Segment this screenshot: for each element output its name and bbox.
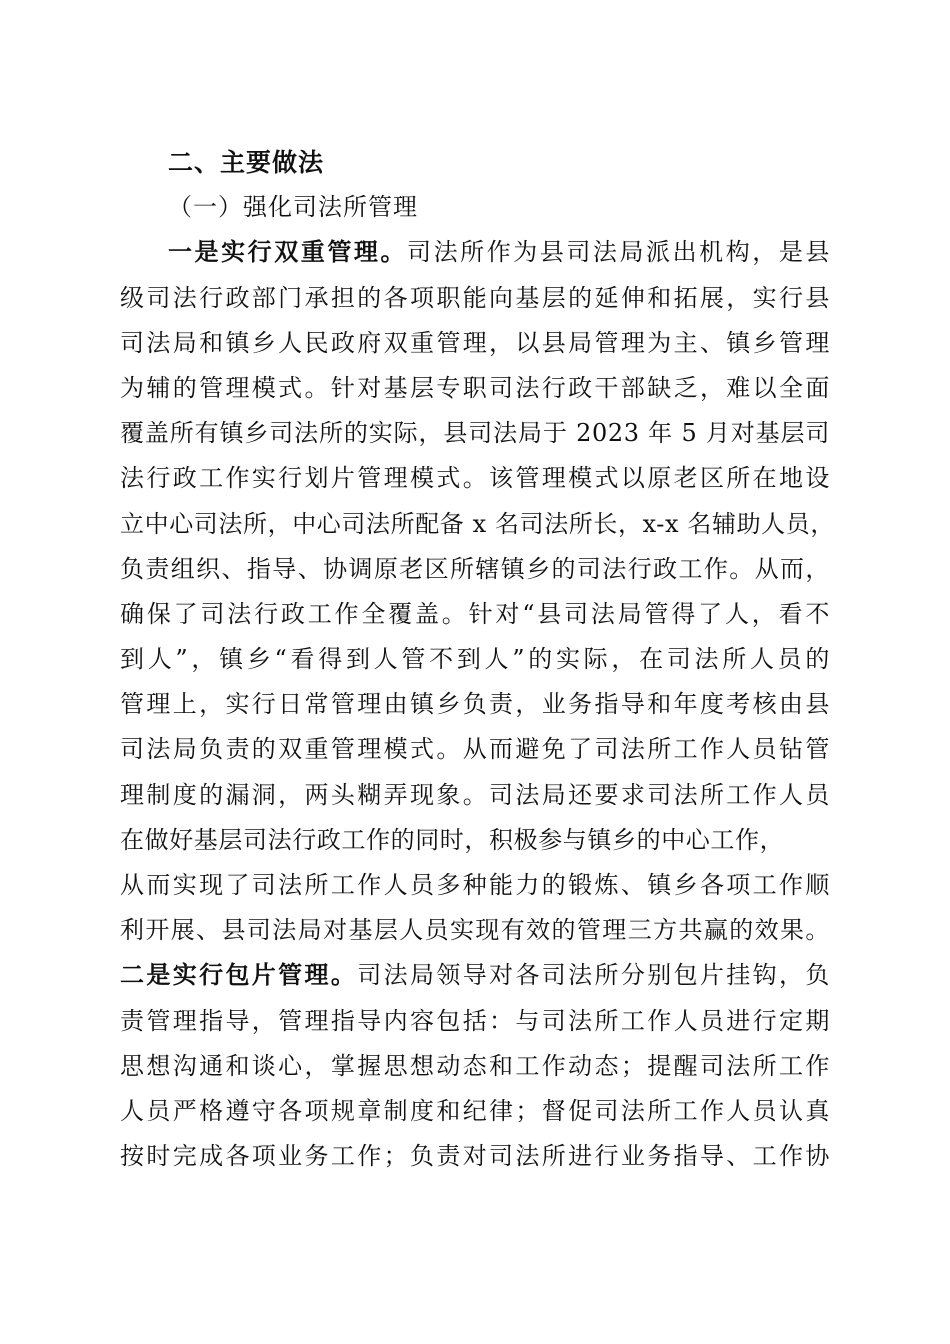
paragraph-line: 责管理指导，管理指导内容包括：与司法所工作人员进行定期 bbox=[120, 1006, 830, 1035]
paragraph-line: 在做好基层司法行政工作的同时，积极参与镇乡的中心工作， bbox=[120, 825, 785, 854]
paragraph-line: 管理上，实行日常管理由镇乡负责，业务指导和年度考核由县 bbox=[120, 690, 830, 719]
paragraph-line: 覆盖所有镇乡司法所的实际，县司法局于 2023 年 5 月对基层司 bbox=[120, 419, 830, 448]
paragraph-line: 按时完成各项业务工作；负责对司法所进行业务指导、工作协 bbox=[120, 1142, 830, 1171]
paragraph-line: 到人”，镇乡“看得到人管不到人”的实际，在司法所人员的 bbox=[120, 645, 830, 674]
paragraph-line: 人员严格遵守各项规章制度和纪律；督促司法所工作人员认真 bbox=[120, 1096, 830, 1125]
paragraph-2-first-line bbox=[120, 953, 830, 998]
section-heading: 二、主要做法 bbox=[168, 148, 325, 177]
paragraph-line: 确保了司法行政工作全覆盖。针对“县司法局管得了人，看不 bbox=[120, 599, 830, 628]
paragraph-1-lead: 一是实行双重管理。 bbox=[168, 238, 408, 267]
paragraph-2-lead: 二是实行包片管理。 bbox=[120, 961, 358, 990]
paragraph-line: 立中心司法所，中心司法所配备 x 名司法所长，x-x 名辅助人员， bbox=[120, 509, 835, 538]
paragraph-line: 思想沟通和谈心，掌握思想动态和工作动态；提醒司法所工作 bbox=[120, 1051, 830, 1080]
paragraph-line: 司法局负责的双重管理模式。从而避免了司法所工作人员钻管 bbox=[120, 735, 830, 764]
paragraph-line: 理制度的漏洞，两头糊弄现象。司法局还要求司法所工作人员 bbox=[120, 780, 830, 809]
paragraph-line: 级司法行政部门承担的各项职能向基层的延伸和拓展，实行县 bbox=[120, 283, 830, 312]
subsection-heading: （一）强化司法所管理 bbox=[168, 193, 418, 222]
paragraph-1-first-line-text: 司法所作为县司法局派出机构，是县 bbox=[407, 238, 830, 267]
paragraph-line: 法行政工作实行划片管理模式。该管理模式以原老区所在地设 bbox=[120, 464, 830, 493]
paragraph-line: 司法局和镇乡人民政府双重管理，以县局管理为主、镇乡管理 bbox=[120, 328, 830, 357]
paragraph-2-first-line-text: 司法局领导对各司法所分别包片挂钩，负 bbox=[357, 961, 830, 990]
paragraph-line: 负责组织、指导、协调原老区所辖镇乡的司法行政工作。从而， bbox=[120, 554, 830, 583]
paragraph-line: 为辅的管理模式。针对基层专职司法行政干部缺乏，难以全面 bbox=[120, 373, 830, 402]
paragraph-line: 从而实现了司法所工作人员多种能力的锻炼、镇乡各项工作顺 bbox=[120, 871, 830, 899]
document-body bbox=[120, 140, 835, 1179]
paragraph-1-first-line bbox=[120, 230, 830, 275]
paragraph-line: 利开展、县司法局对基层人员实现有效的管理三方共赢的效果。 bbox=[120, 916, 830, 945]
